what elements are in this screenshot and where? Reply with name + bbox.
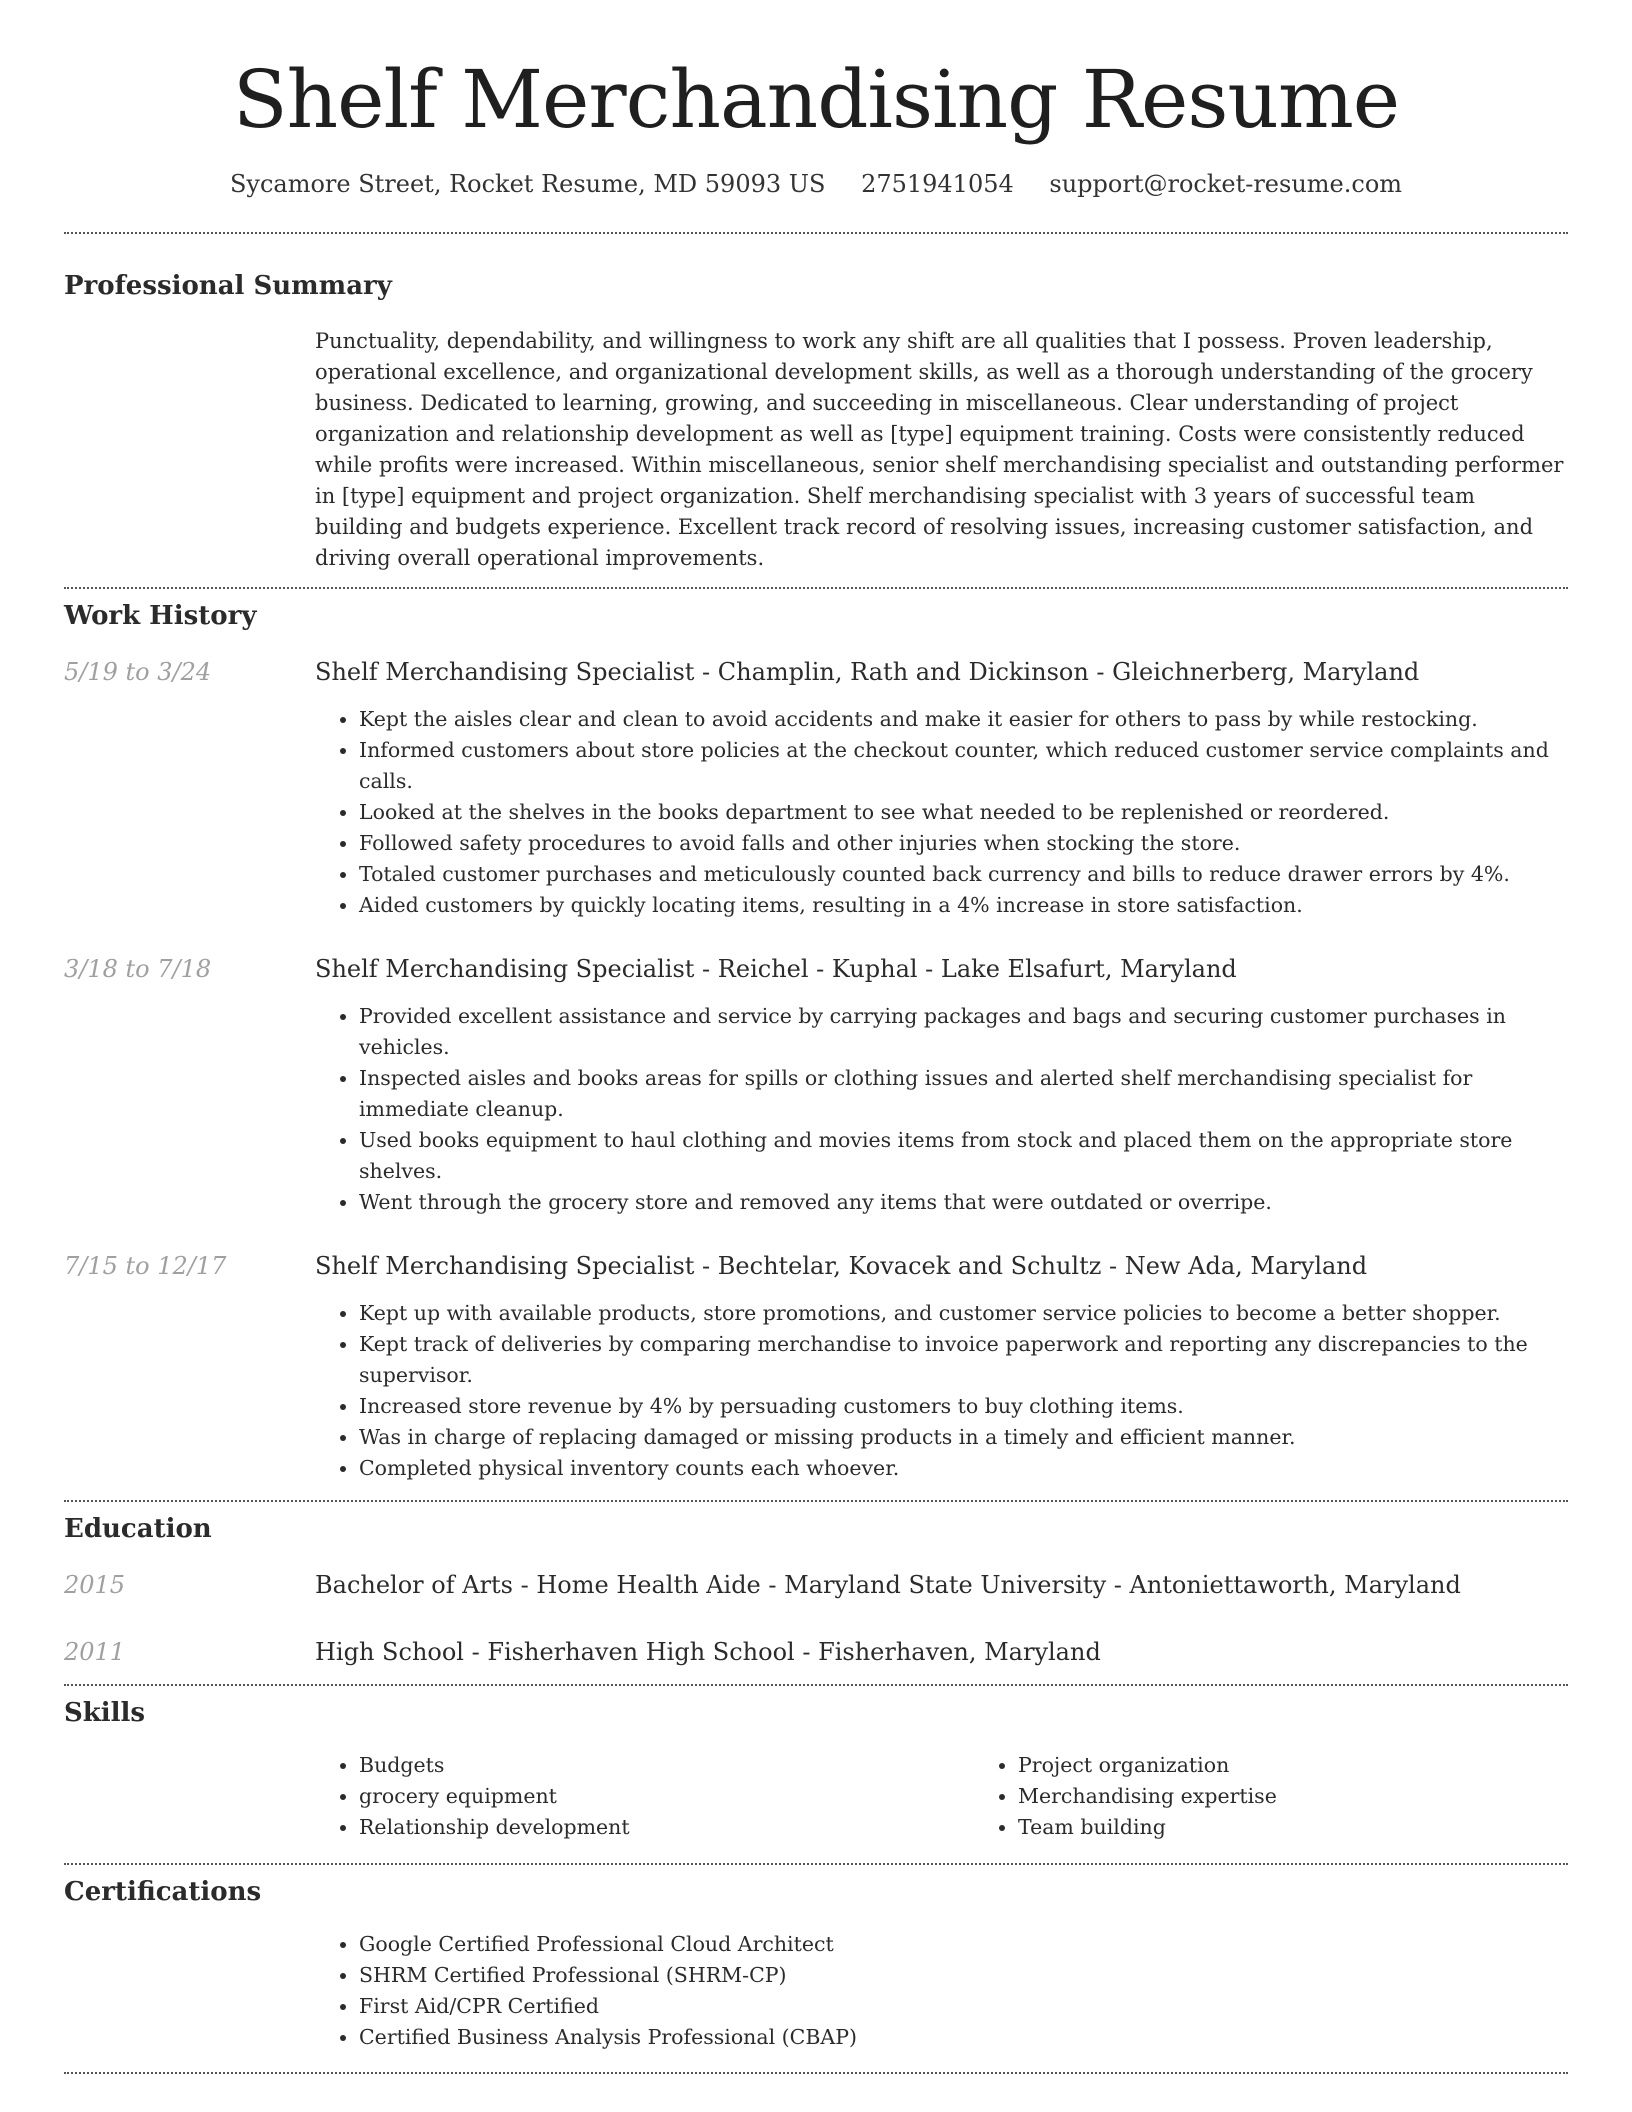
job-bullet: • Kept the aisles clear and clean to avoid accidents and make it easier for others to pass by while restocking. [359,704,1568,735]
job-bullet: • Used books equipment to haul clothing and movies items from stock and placed them on the appropriate store shelves. [359,1125,1568,1187]
job-bullet: • Inspected aisles and books areas for spills or clothing issues and alerted shelf merchandising specialist for immediate cleanup. [359,1063,1568,1125]
job-bullet: • Completed physical inventory counts each whoever. [359,1453,1568,1484]
skill-item: • Budgets [359,1750,974,1781]
resume-page [64,0,1568,2074]
education-heading: Education [64,1514,212,1544]
certification-item: • Certified Business Analysis Professional (CBAP) [359,2022,1568,2053]
certifications-section [64,1876,1568,2053]
section-divider [64,1500,1568,1502]
job-bullets [315,1001,1568,1218]
job-bullet: • Increased store revenue by 4% by persuading customers to buy clothing items. [359,1391,1568,1422]
certifications-list [315,1929,1568,2053]
section-divider [64,1863,1568,1865]
job-bullet: • Totaled customer purchases and meticulously counted back currency and bills to reduce drawer errors by 4%. [359,859,1568,890]
education-year: 2015 [64,1571,126,1599]
job-bullet: • Aided customers by quickly locating items, resulting in a 4% increase in store satisfaction. [359,890,1568,921]
job-bullets [315,1298,1568,1484]
skills-list-right [974,1750,1632,1843]
education-entry [64,1570,1568,1600]
job-bullet: • Went through the grocery store and removed any items that were outdated or overripe. [359,1187,1568,1218]
section-divider [64,232,1568,234]
skill-item: • Team building [1018,1812,1632,1843]
section-divider [64,1684,1568,1686]
job-entry [64,1251,1568,1484]
contact-email: support@rocket-resume.com [1049,170,1403,198]
education-year: 2011 [64,1638,126,1666]
skills-section [64,1697,1568,1843]
skill-item: • Merchandising expertise [1018,1781,1632,1812]
job-bullet: • Provided excellent assistance and service by carrying packages and bags and securing customer purchases in vehicles. [359,1001,1568,1063]
skills-grid [315,1750,1632,1843]
section-divider [64,587,1568,589]
job-entry [64,954,1568,1218]
job-dates: 5/19 to 3/24 [64,658,212,686]
job-title: Shelf Merchandising Specialist - Reichel - Kuphal - Lake Elsafurt, Maryland [315,955,1237,983]
skill-item: • grocery equipment [359,1781,974,1812]
job-bullet: • Looked at the shelves in the books department to see what needed to be replenished or reordered. [359,797,1568,828]
job-dates: 7/15 to 12/17 [64,1252,227,1280]
skill-item: • Project organization [1018,1750,1632,1781]
work-history-heading: Work History [64,601,257,631]
job-bullet: • Followed safety procedures to avoid falls and other injuries when stocking the store. [359,828,1568,859]
contact-address: Sycamore Street, Rocket Resume, MD 59093 US [229,170,826,198]
job-bullet: • Was in charge of replacing damaged or missing products in a timely and efficient manner. [359,1422,1568,1453]
work-history-section [64,600,1568,1484]
contact-line [64,170,1568,198]
job-bullets [315,704,1568,921]
summary-text: Punctuality, dependability, and willingness to work any shift are all qualities that I possess. Proven leadership, operational excellence, and organizational development skills, as well as a thorough understanding of the grocery business. Dedicated to learning, growing, and succeeding in miscellaneous. Clear understanding of project organization and relationship development as well as [type] equipment training. Costs were consistently reduced while profits were increased. Within miscellaneous, senior shelf merchandising specialist and outstanding performer in [type] equipment and project organization. Shelf merchandising specialist with 3 years of successful team building and budgets experience. Excellent track record of resolving issues, increasing customer satisfaction, and driving overall operational improvements. [315,329,1564,570]
contact-phone: 2751941054 [861,170,1014,198]
skills-heading: Skills [64,1698,146,1728]
skill-item: • Relationship development [359,1812,974,1843]
education-section [64,1513,1568,1667]
job-entry [64,657,1568,921]
job-bullet: • Kept up with available products, store promotions, and customer service policies to become a better shopper. [359,1298,1568,1329]
certification-item: • First Aid/CPR Certified [359,1991,1568,2022]
certifications-heading: Certifications [64,1877,262,1907]
summary-heading: Professional Summary [64,271,392,301]
job-bullet: • Kept track of deliveries by comparing merchandise to invoice paperwork and reporting any discrepancies to the supervisor. [359,1329,1568,1391]
summary-section [64,270,1568,574]
job-bullet: • Informed customers about store policies at the checkout counter, which reduced customer service complaints and calls. [359,735,1568,797]
skills-list-left [315,1750,974,1843]
education-entry [64,1637,1568,1667]
certification-item: • SHRM Certified Professional (SHRM-CP) [359,1960,1568,1991]
resume-title: Shelf Merchandising Resume [232,53,1400,146]
job-title: Shelf Merchandising Specialist - Bechtelar, Kovacek and Schultz - New Ada, Maryland [315,1252,1368,1280]
certification-item: • Google Certified Professional Cloud Architect [359,1929,1568,1960]
job-title: Shelf Merchandising Specialist - Champlin, Rath and Dickinson - Gleichnerberg, Maryland [315,658,1420,686]
education-detail: Bachelor of Arts - Home Health Aide - Maryland State University - Antoniettaworth, Maryland [315,1571,1461,1599]
section-divider [64,2072,1568,2074]
job-dates: 3/18 to 7/18 [64,955,212,983]
education-detail: High School - Fisherhaven High School - Fisherhaven, Maryland [315,1638,1101,1666]
